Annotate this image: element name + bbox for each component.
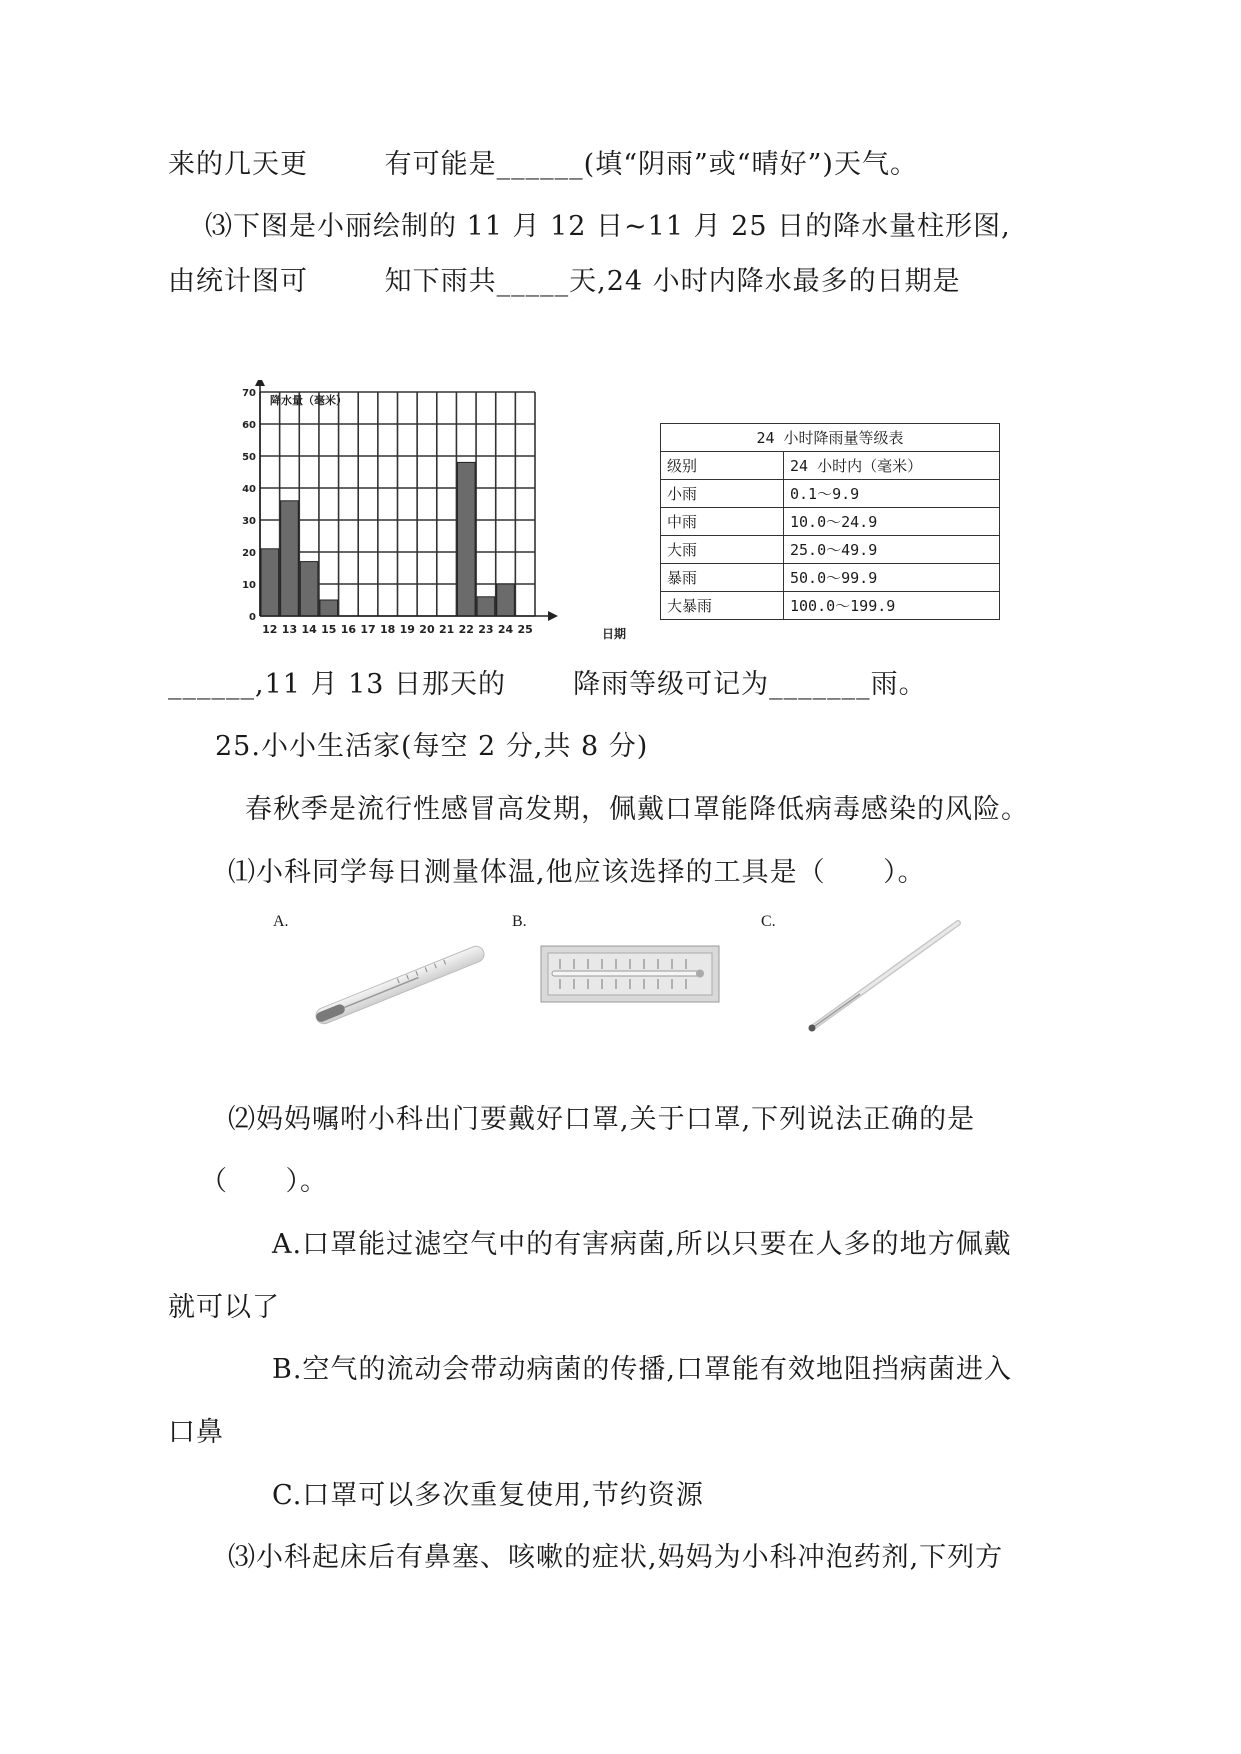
- x-tick-label: 22: [458, 623, 474, 636]
- bar: [261, 549, 279, 616]
- option-a-text: A.口罩能过滤空气中的有害病菌,所以只要在人多的地方佩戴: [272, 1229, 1012, 1260]
- rain-table-amount: 25.0～49.9: [784, 536, 1000, 564]
- bar: [300, 562, 318, 616]
- text-line-8: ⑵妈妈嘱咐小科出门要戴好口罩,关于口罩,下列说法正确的是: [228, 1104, 976, 1135]
- x-tick-label: 12: [262, 623, 278, 636]
- x-tick-label: 24: [497, 623, 514, 636]
- glass-thermometer-image: [800, 915, 970, 1040]
- y-tick-label: 20: [242, 548, 256, 559]
- rainfall-bar-chart: [240, 380, 640, 650]
- board-thermometer-image: [540, 945, 720, 1003]
- y-tick-label: 70: [242, 388, 256, 399]
- rain-table-amount: 50.0～99.9: [784, 564, 1000, 592]
- x-tick-label: 18: [380, 623, 396, 636]
- option-b-text: B.空气的流动会带动病菌的传播,口罩能有效地阻挡病菌进入: [272, 1354, 1013, 1385]
- rain-table-level: 大暴雨: [661, 592, 784, 620]
- x-tick-label: 16: [340, 623, 357, 636]
- rain-table-level: 小雨: [661, 480, 784, 508]
- text-line-2: ⑶下图是小丽绘制的 11 月 12 日~11 月 25 日的降水量柱形图,: [205, 211, 1011, 242]
- bar: [320, 600, 338, 616]
- text-line-7: ⑴小科同学每日测量体温,他应该选择的工具是（ ）。: [228, 857, 926, 888]
- bar: [477, 597, 495, 616]
- rain-table-amount: 100.0～199.9: [784, 592, 1000, 620]
- rain-table-header-amount: 24 小时内（毫米）: [784, 452, 1000, 480]
- x-tick-label: 15: [321, 623, 337, 636]
- option-a-label: A.: [273, 913, 289, 930]
- x-tick-label: 23: [478, 623, 494, 636]
- y-tick-label: 60: [242, 420, 256, 431]
- rain-table-amount: 0.1～9.9: [784, 480, 1000, 508]
- x-tick-label: 17: [360, 623, 376, 636]
- option-c-label: C.: [761, 913, 776, 930]
- x-tick-label: 14: [301, 623, 317, 636]
- rain-table-level: 暴雨: [661, 564, 784, 592]
- x-tick-label: 19: [399, 623, 415, 636]
- rain-table-level: 中雨: [661, 508, 784, 536]
- text-line-15: ⑶小科起床后有鼻塞、咳嗽的症状,妈妈为小科冲泡药剂,下列方: [228, 1542, 1004, 1573]
- y-tick-label: 50: [242, 452, 256, 463]
- y-axis-arrow: [255, 380, 265, 386]
- y-tick-label: 30: [242, 516, 256, 527]
- chart-x-axis-label: 日期: [602, 627, 627, 641]
- text-line-1: 来的几天更 有可能是______(填“阴雨”或“晴好”)天气。: [168, 149, 918, 180]
- bar: [497, 584, 515, 616]
- x-tick-label: 13: [281, 623, 298, 636]
- y-tick-label: 0: [249, 612, 256, 623]
- option-c-text: C.口罩可以多次重复使用,节约资源: [272, 1480, 704, 1511]
- y-tick-label: 10: [242, 580, 256, 591]
- text-line-3: 由统计图可 知下雨共_____天,24 小时内降水最多的日期是: [168, 266, 961, 297]
- text-line-5: 25.小小生活家(每空 2 分,共 8 分): [215, 731, 649, 762]
- option-b-label: B.: [512, 913, 527, 930]
- rain-table-header-level: 级别: [661, 452, 784, 480]
- x-tick-label: 25: [517, 623, 533, 636]
- x-tick-label: 20: [419, 623, 435, 636]
- rain-grade-table: [660, 423, 1000, 620]
- y-tick-label: 40: [242, 484, 256, 495]
- bar: [281, 501, 299, 616]
- text-line-6: 春秋季是流行性感冒高发期，佩戴口罩能降低病毒感染的风险。: [245, 794, 1029, 825]
- bar: [457, 462, 475, 616]
- rain-table-amount: 10.0～24.9: [784, 508, 1000, 536]
- x-axis-arrow: [548, 611, 558, 621]
- rain-table-level: 大雨: [661, 536, 784, 564]
- chart-y-axis-label: 降水量（毫米）: [270, 394, 347, 407]
- clinical-thermometer-image: [300, 940, 500, 1030]
- text-line-13: 口鼻: [168, 1417, 224, 1448]
- rain-table-title: 24 小时降雨量等级表: [661, 424, 1000, 452]
- text-line-9: （ ）。: [200, 1166, 328, 1197]
- text-line-11: 就可以了: [168, 1292, 280, 1323]
- x-tick-label: 21: [438, 623, 455, 636]
- text-line-4: ______,11 月 13 日那天的 降雨等级可记为_______雨。: [168, 669, 927, 700]
